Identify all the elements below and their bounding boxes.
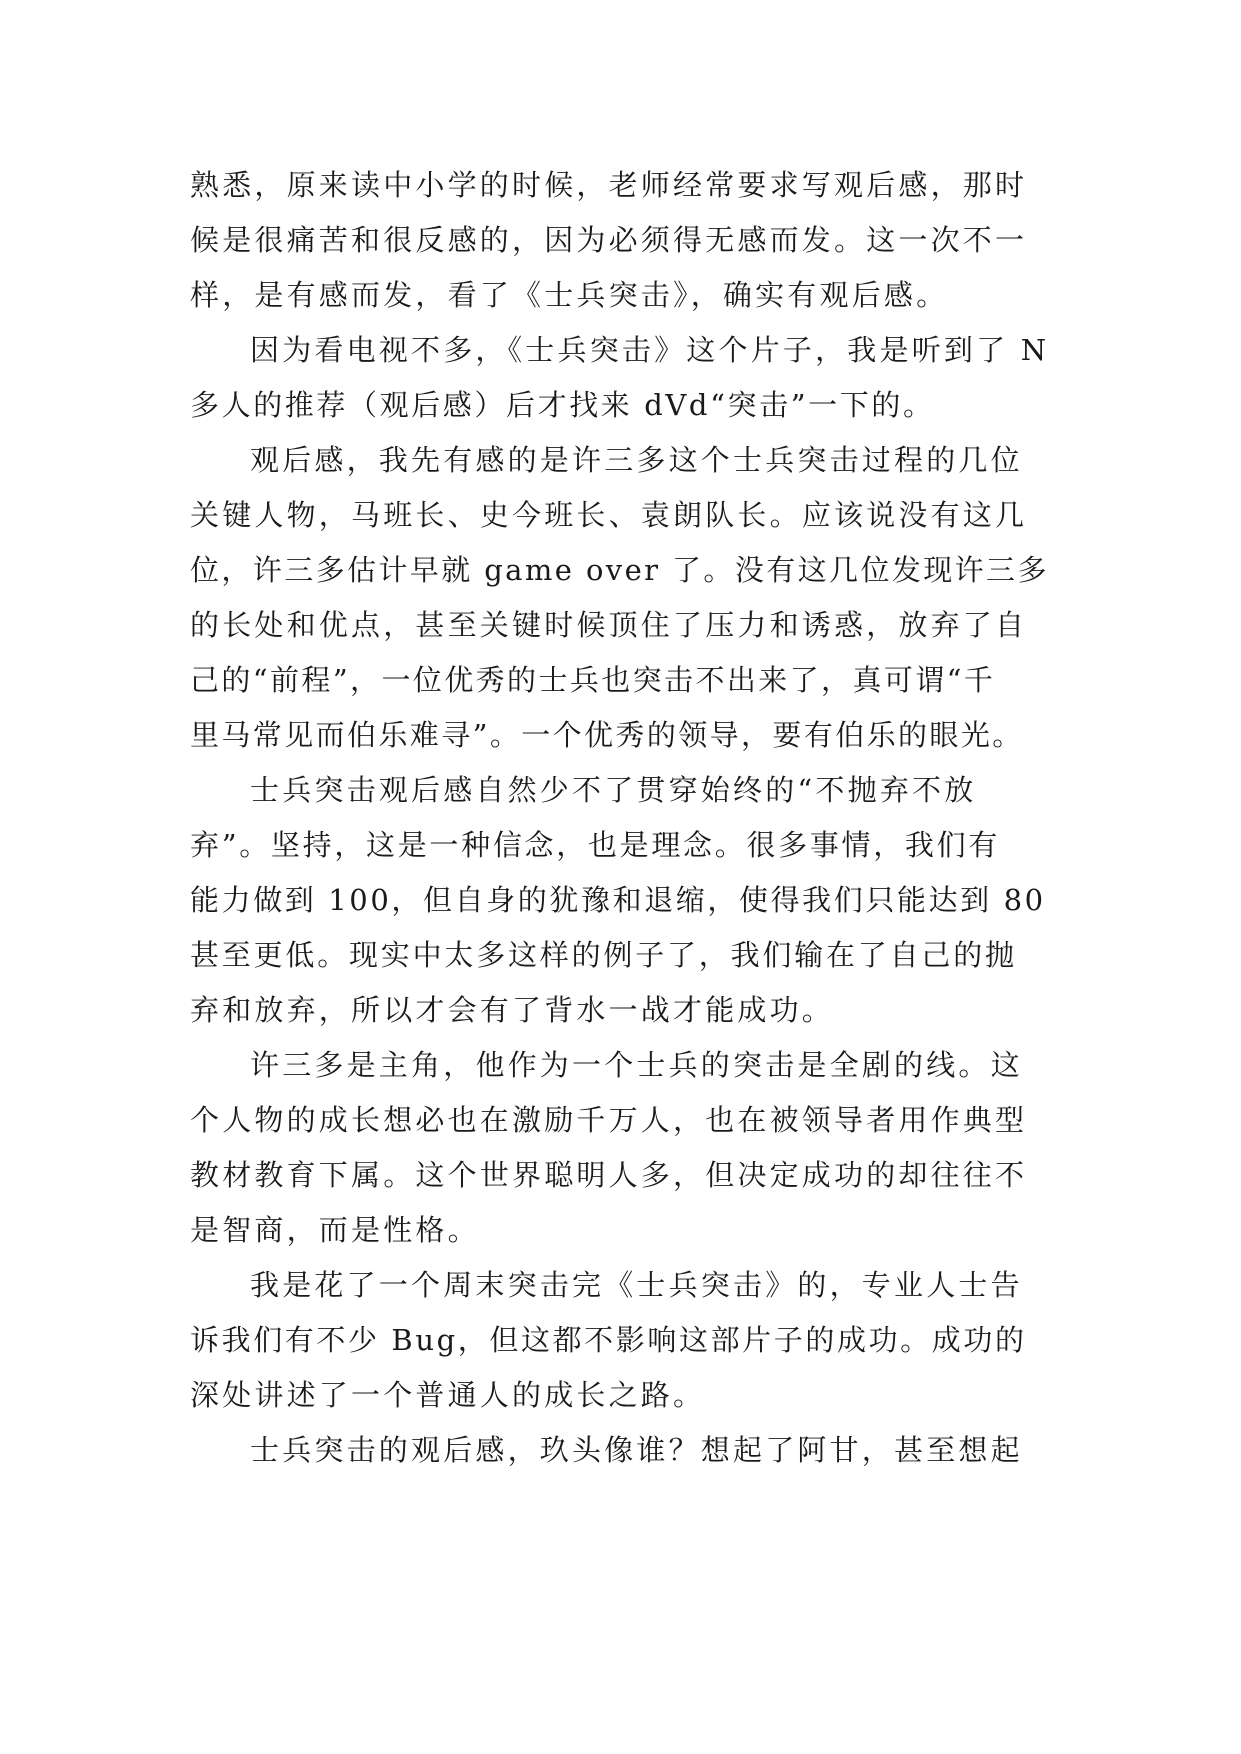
paragraph-start-line: 士兵突击观后感自然少不了贯穿始终的“不抛弃不放	[250, 773, 977, 807]
paragraph-start-line: 士兵突击的观后感，玖头像谁？想起了阿甘，甚至想起	[250, 1433, 1023, 1467]
text-line: 候是很痛苦和很反感的，因为必须得无感而发。这一次不一	[190, 223, 1028, 257]
text-line: 诉我们有不少 Bug，但这都不影响这部片子的成功。成功的	[190, 1323, 1027, 1357]
text-line: 甚至更低。现实中太多这样的例子了，我们输在了自己的抛	[190, 938, 1017, 972]
text-line: 多人的推荐（观后感）后才找来 dVd“突击”一下的。	[190, 388, 935, 422]
text-line: 熟悉，原来读中小学的时候，老师经常要求写观后感，那时	[190, 168, 1028, 202]
text-line: 位，许三多估计早就 game over 了。没有这几位发现许三多	[190, 553, 1049, 587]
text-line: 的长处和优点，甚至关键时候顶住了压力和诱惑，放弃了自	[190, 608, 1028, 642]
paragraph-start-line: 许三多是主角，他作为一个士兵的突击是全剧的线。这	[250, 1048, 1023, 1082]
text-line: 弃”。坚持，这是一种信念，也是理念。很多事情，我们有	[190, 828, 1001, 862]
text-line: 能力做到 100，但自身的犹豫和退缩，使得我们只能达到 80	[190, 883, 1046, 917]
text-line: 教材教育下属。这个世界聪明人多，但决定成功的却往往不	[190, 1158, 1028, 1192]
paragraph-start-line: 观后感，我先有感的是许三多这个士兵突击过程的几位	[250, 443, 1023, 477]
paragraph-start-line: 我是花了一个周末突击完《士兵突击》的，专业人士告	[250, 1268, 1023, 1302]
text-line: 己的“前程”，一位优秀的士兵也突击不出来了，真可谓“千	[190, 663, 996, 697]
text-line: 弃和放弃，所以才会有了背水一战才能成功。	[190, 993, 835, 1027]
text-line: 是智商，而是性格。	[190, 1213, 480, 1247]
text-line: 样，是有感而发，看了《士兵突击》，确实有观后感。	[190, 278, 949, 312]
body-text	[190, 158, 1050, 1478]
text-line: 深处讲述了一个普通人的成长之路。	[190, 1378, 706, 1412]
text-line: 个人物的成长想必也在激励千万人，也在被领导者用作典型	[190, 1103, 1028, 1137]
text-line: 里马常见而伯乐难寻”。一个优秀的领导，要有伯乐的眼光。	[190, 718, 1024, 752]
text-line: 关键人物，马班长、史今班长、袁朗队长。应该说没有这几	[190, 498, 1028, 532]
paragraph-start-line: 因为看电视不多，《士兵突击》这个片子，我是听到了 N	[250, 333, 1050, 367]
